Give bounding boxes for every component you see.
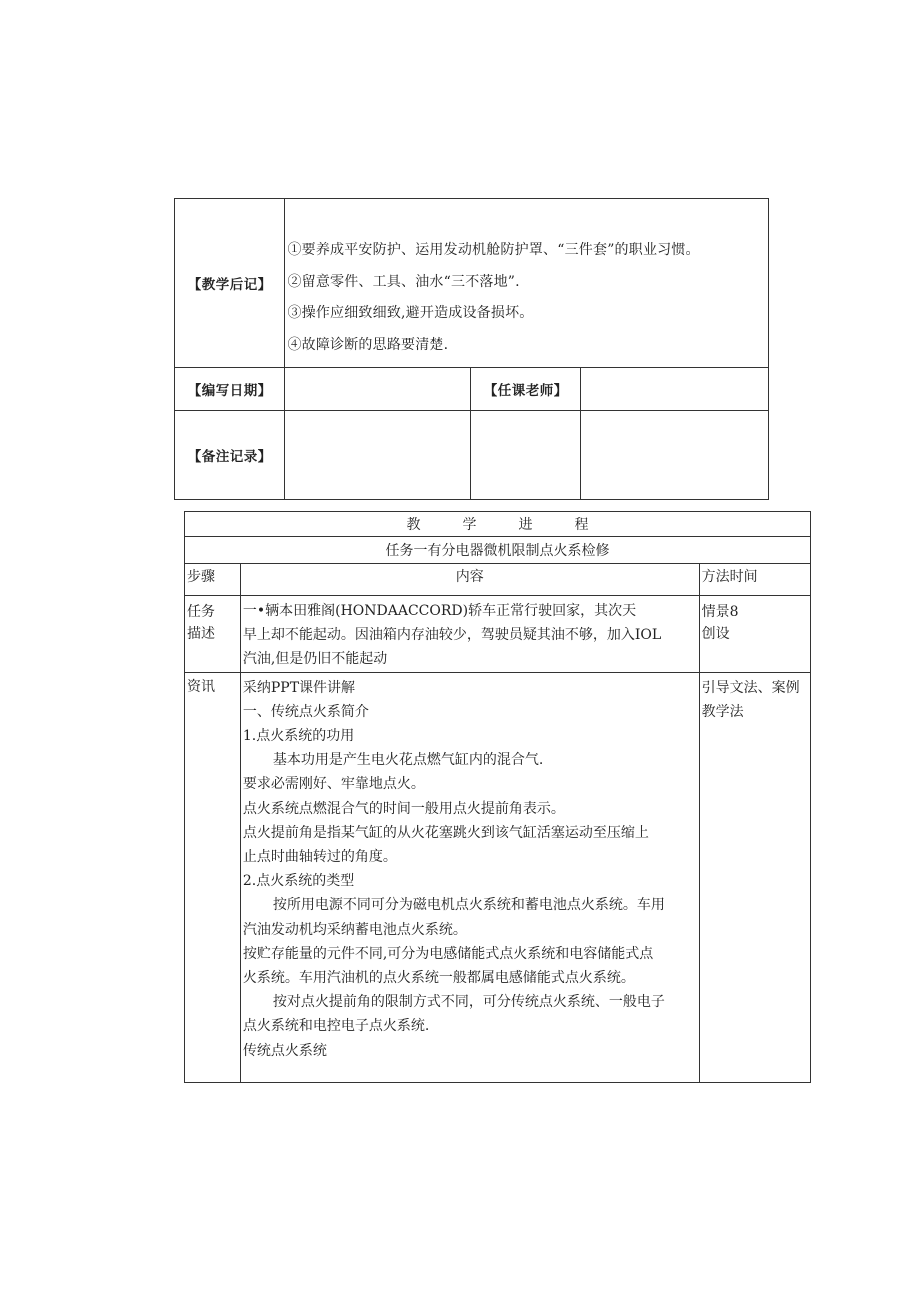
note-item: ②留意零件、工具、油水“三不落地”.: [287, 273, 520, 290]
info-method: [699, 672, 810, 1082]
content-line: 一•辆本田雅阁(HONDAACCORD)轿车正常行驶回家，其次天: [242, 603, 637, 619]
step-task-desc: [185, 596, 241, 673]
method-line: 情景8: [701, 604, 739, 620]
remarks-value-2: [471, 411, 581, 500]
content-line: 采纳PPT课件讲解: [242, 679, 356, 696]
date-label: 【编写日期】: [175, 368, 285, 411]
col-method-header: 方法时间: [699, 564, 810, 596]
note-item: ④故障诊断的思路要清楚.: [287, 336, 449, 353]
notes-label: 【教学后记】: [175, 199, 285, 368]
method-line: 教学法: [701, 703, 744, 720]
remarks-value-1: [285, 411, 471, 500]
content-line: 点火提前角是指某气缸的从火花塞跳火到该气缸活塞运动至压缩上: [242, 824, 649, 841]
content-line: 火系统。车用汽油机的点火系统一般都属电感储能式点火系统。: [242, 970, 635, 987]
lesson-footer-table: [174, 198, 769, 500]
teacher-label: 【任课老师】: [471, 368, 581, 411]
content-line: 1.点火系统的功用: [242, 728, 355, 745]
content-line: 按所用电源不同可分为磁电机点火系统和蓄电池点火系统。车用: [272, 897, 665, 914]
teaching-process-table: [184, 511, 811, 1083]
content-line: 传统点火系统: [242, 1042, 327, 1059]
step-info: 资讯: [185, 672, 241, 1082]
content-line: 止点时曲轴转过的角度。: [242, 849, 397, 866]
content-line: 汽油发动机均采纳蓄电池点火系统。: [242, 921, 467, 938]
notes-cell: [285, 199, 769, 368]
content-line: 汽油,但是仍旧不能起动: [242, 651, 388, 668]
col-step-header: 步骤: [185, 564, 241, 596]
content-line: 点火系统和电控电子点火系统.: [242, 1018, 430, 1035]
step-label: 任务描述: [187, 604, 215, 642]
content-line: 2.点火系统的类型: [242, 873, 355, 890]
process-title-cell: [185, 512, 811, 537]
task-desc-content: [240, 596, 699, 673]
content-line: 按贮存能量的元件不同,可分为电感储能式点火系统和电容储能式点: [242, 945, 654, 962]
process-title: 教学进程: [406, 517, 631, 533]
remarks-value-3: [581, 411, 769, 500]
content-line: 点火系统点燃混合气的时间一般用点火提前角表示。: [242, 800, 565, 817]
content-line: 按对点火提前角的限制方式不同，可分传统点火系统、一般电子: [272, 994, 665, 1011]
teacher-value: [581, 368, 769, 411]
method-line: 引导文法、案例: [701, 679, 800, 696]
col-content-header: 内容: [240, 564, 699, 596]
task-desc-method: [699, 596, 810, 673]
note-item: ①要养成平安防护、运用发动机舱防护罩、“三件套”的职业习惯。: [287, 242, 700, 258]
info-content: [240, 672, 699, 1082]
content-line: 早上却不能起动。因油箱内存油较少，驾驶员疑其油不够，加入IOL: [242, 627, 662, 644]
method-line: 创设: [701, 626, 730, 642]
content-line: 基本功用是产生电火花点燃气缸内的混合气.: [272, 752, 544, 769]
content-line: 要求必需刚好、牢靠地点火。: [242, 776, 425, 793]
remarks-label: 【备注记录】: [175, 411, 285, 500]
content-line: 一、传统点火系简介: [242, 703, 369, 720]
note-item: ③操作应细致细致,避开造成设备损坏。: [287, 305, 534, 321]
date-value: [285, 368, 471, 411]
task-title: 任务一有分电器微机限制点火系检修: [185, 537, 811, 564]
